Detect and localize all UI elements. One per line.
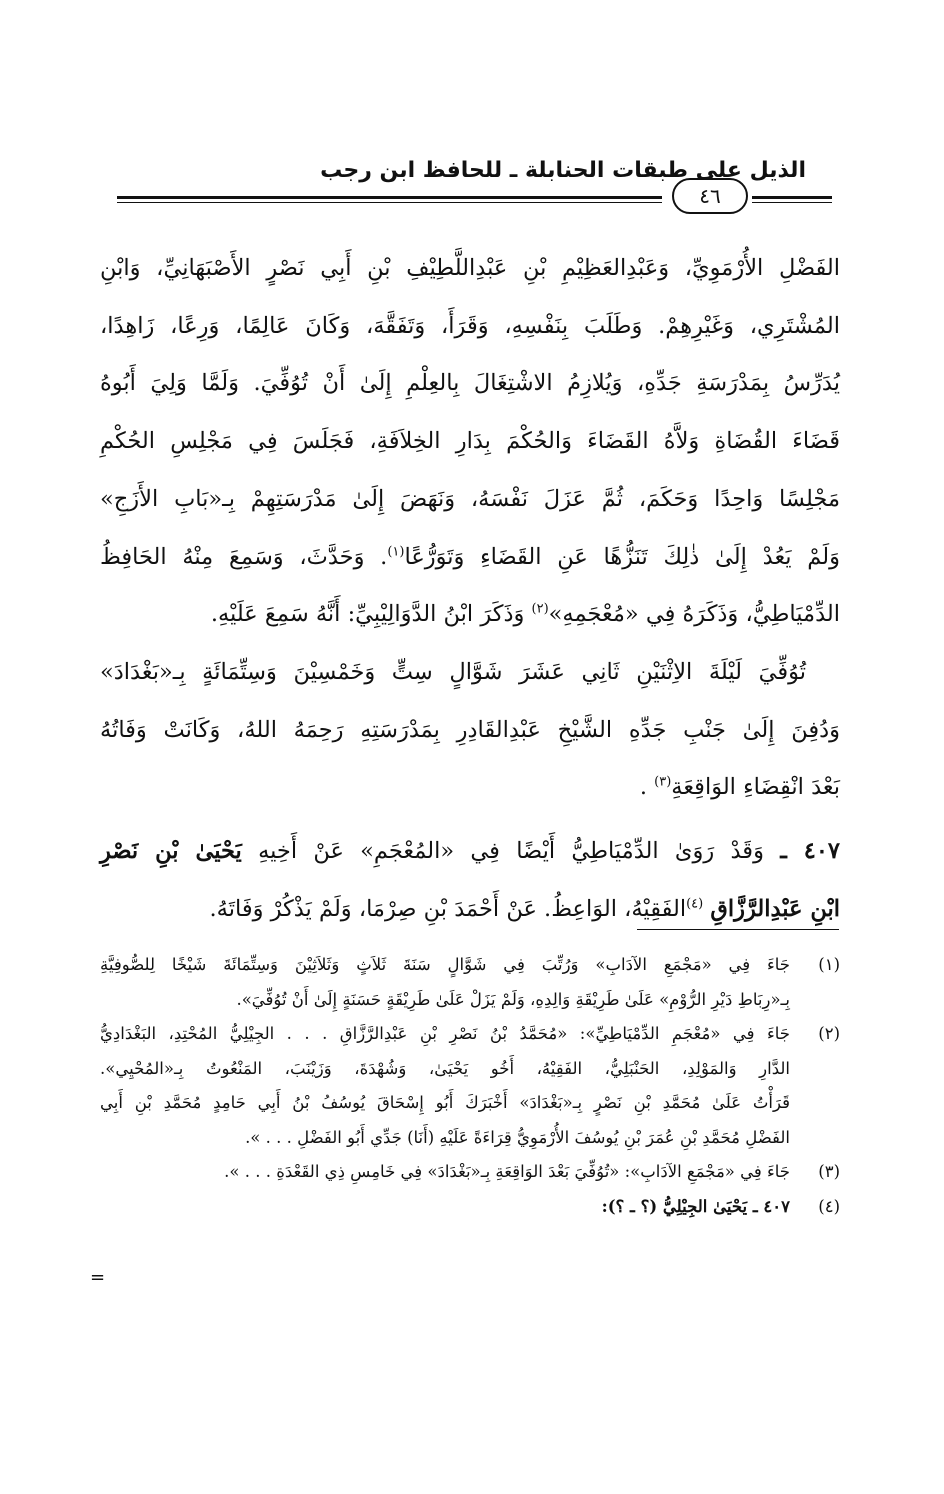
main-text: [100, 240, 840, 938]
text-segment: . وَحَدَّثَ، وَسَمِعَ مِنْهُ الحَافِظُ: [100, 543, 388, 570]
text-segment: وَذَكَرَ ابْنُ الدَّوَالِيْبِيِّ: أَنَّهُ سَمِعَ عَلَيْهِ.: [210, 601, 532, 628]
text-line: الفَضْلِ الأُرْمَوِيِّ، وَعَبْدِالعَظِيْمِ بْنِ عَبْدِاللَّطِيْفِ بْنِ أَبِي نَصْرٍ الأَصْبَهَانِيِّ، وَابْنِ: [100, 255, 840, 281]
footnote-body: [100, 1155, 790, 1190]
page-number-badge: ٤٦: [672, 178, 748, 214]
text-line: يُدَرِّسُ بِمَدْرَسَةِ جَدِّهِ، وَيُلازِمُ الاشْتِغَالَ بِالعِلْمِ إِلَىٰ أَنْ تُوُفِّيَ. وَلَمَّا وَلِيَ أَبُوهُ: [100, 370, 840, 397]
footnote-line: الفَضْلِ مُحَمَّدِ بْنِ عُمَرَ بْنِ يُوسُفَ الأُرْمَوِيُّ قِرَاءَةً عَلَيْهِ (أَنَا) جَدِّي أَبُو الفَضْلِ . . . ».: [245, 1127, 790, 1147]
footnote-marker: (٢): [818, 1024, 840, 1043]
text-line: مَجْلِسًا وَاحِدًا وَحَكَمَ، ثُمَّ عَزَلَ نَفْسَهُ، وَنَهَضَ إِلَىٰ مَدْرَسَتِهِمْ بِـ«بَابِ الأَزَجِ»: [100, 485, 840, 512]
footnote-1: [100, 948, 840, 1017]
footnote-ref[interactable]: (٢): [531, 601, 549, 617]
text-line: [100, 529, 840, 587]
text-line: [100, 759, 840, 817]
footnote-marker: (٤): [818, 1196, 840, 1216]
text-segment: وَلَمْ يَعُدْ إِلَىٰ ذٰلِكَ تَنَزُّهًا عَنِ القَضَاءِ وَتَوَرُّعًا: [404, 543, 840, 570]
footnotes: [100, 948, 840, 1224]
footnote-ref[interactable]: (٣): [654, 774, 672, 790]
footnote-line: ٤٠٧ ـ يَحْيَىٰ الجِيْلِيُّ (؟ ـ ؟):: [601, 1196, 790, 1216]
footnote-marker: (٣): [818, 1162, 840, 1181]
person-name: ابْنِ عَبْدِالرَّزَّاقِ: [710, 895, 840, 922]
footnote-line: الدَّارِ وَالمَوْلِدِ، الحَنْبَلِيُّ، الفَقِيْهُ، أَخُو يَحْيَىٰ، وَشُهْدَةَ، وَزَيْنَبَ، المَنْعُوتُ بِـ«المُحْيِي».: [100, 1058, 790, 1078]
running-title: الذيل على طبقات الحنابلة ـ للحافظ ابن رجب: [320, 158, 806, 183]
footnote-separator: [637, 929, 839, 930]
text-line: [100, 586, 840, 644]
continuation-mark: =: [90, 1267, 106, 1288]
text-segment: وَقَدْ رَوَىٰ الدِّمْيَاطِيُّ أَيْضًا فِي «المُعْجَمِ» عَنْ أَخِيهِ: [241, 838, 781, 865]
person-name: يَحْيَىٰ بْنِ نَصْرِ: [100, 838, 242, 865]
footnote-marker: (١): [818, 955, 840, 974]
footnote-body: [100, 948, 790, 1017]
footnote-3: [100, 1155, 840, 1190]
text-segment: .: [639, 774, 655, 801]
footnote-line: جَاءَ فِي «مَجْمَعِ الآدَابِ» وَرُتِّبَ فِي شَوَّالٍ سَنَةَ ثَلاَثٍ وَثَلاَثِيْنَ وَسِتِّمَائَةَ شَيْخًا لِلصُّوفِيَّةِ: [100, 955, 790, 974]
paragraph-entry-407: [100, 823, 840, 938]
footnote-4: [100, 1190, 840, 1225]
paragraph-biography: [100, 240, 840, 644]
footnote-line: قَرَأْتُ عَلَىٰ مُحَمَّدِ بْنِ نَصْرٍ بِـ«بَغْدَادَ» أَخْبَرَكَ أَبُو إِسْحَاقَ يُوسُفُ بْنُ أَبِي حَامِدٍ مُحَمَّدِ بْنِ أَبِي: [100, 1093, 790, 1112]
header-rule-left: [117, 196, 662, 199]
text-segment: الدِّمْيَاطِيُّ، وَذَكَرَهُ فِي «مُعْجَمِهِ»: [548, 601, 840, 628]
footnote-2: [100, 1017, 840, 1155]
footnote-line: جَاءَ فِي «مَجْمَعِ الآدَابِ»: «تُوُفِّيَ بَعْدَ الوَاقِعَةِ بِـ«بَغْدَادَ» فِي خَامِسِ ذِي القَعْدَةِ . . . ».: [224, 1162, 790, 1181]
paragraph-death: [100, 644, 840, 817]
footnote-ref[interactable]: (١): [387, 544, 405, 560]
text-line: تُوُفِّيَ لَيْلَةَ الاِثْنَيْنِ ثَانِي عَشَرَ شَوَّالٍ سِتٍّ وَخَمْسِيْنَ وَسِتِّمَائَةٍ بِـ«بَغْدَادَ»: [100, 658, 806, 685]
footnote-body: [100, 1190, 790, 1225]
text-line: [100, 823, 840, 881]
entry-number: ٤٠٧ ـ: [780, 838, 841, 865]
footnote-ref[interactable]: (٤): [686, 896, 704, 912]
text-line: قَضَاءَ القُضَاةِ وَلاَّهُ القَضَاءَ وَالحُكْمَ بِدَارِ الخِلاَفَةِ، فَجَلَسَ فِي مَجْلِسِ الحُكْمِ: [100, 428, 840, 455]
text-segment: بَعْدَ انْقِضَاءِ الوَاقِعَةِ: [671, 774, 840, 801]
footnote-body: [100, 1017, 790, 1155]
text-segment: الفَقِيْهُ، الوَاعِظُ. عَنْ أَحْمَدَ بْنِ صِرْمَا، وَلَمْ يَذْكُرْ وَفَاتَهُ.: [209, 895, 687, 922]
header-rule-right: [752, 196, 832, 199]
text-line: وَدُفِنَ إِلَىٰ جَنْبِ جَدِّهِ الشَّيْخِ عَبْدِالقَادِرِ بِمَدْرَسَتِهِ رَحِمَهُ اللهُ، وَكَانَتْ وَفَاتُهُ: [100, 716, 840, 743]
footnote-line: جَاءَ فِي «مُعْجَمِ الدِّمْيَاطِيِّ»: «مُحَمَّدُ بْنُ نَصْرِ بْنِ عَبْدِالرَّزَّاقِ . . . الجِيْلِيُّ المُحْتِدِ، البَغْدَادِيُّ: [100, 1024, 790, 1043]
text-line: المُشْتَرِي، وَغَيْرِهِمْ. وَطَلَبَ بِنَفْسِهِ، وَقَرَأَ، وَتَفَقَّهَ، وَكَانَ عَالِمًا، وَرِعًا، زَاهِدًا،: [100, 312, 840, 339]
footnote-line: بِـ«رِبَاطِ دَيْرِ الرُّوْمِ» عَلَىٰ طَرِيْقَةِ وَالِدِهِ، وَلَمْ يَزَلْ عَلَىٰ طَرِيْقَةٍ حَسَنَةٍ إِلَىٰ أَنْ تُوُفِّيَ».: [236, 989, 790, 1009]
